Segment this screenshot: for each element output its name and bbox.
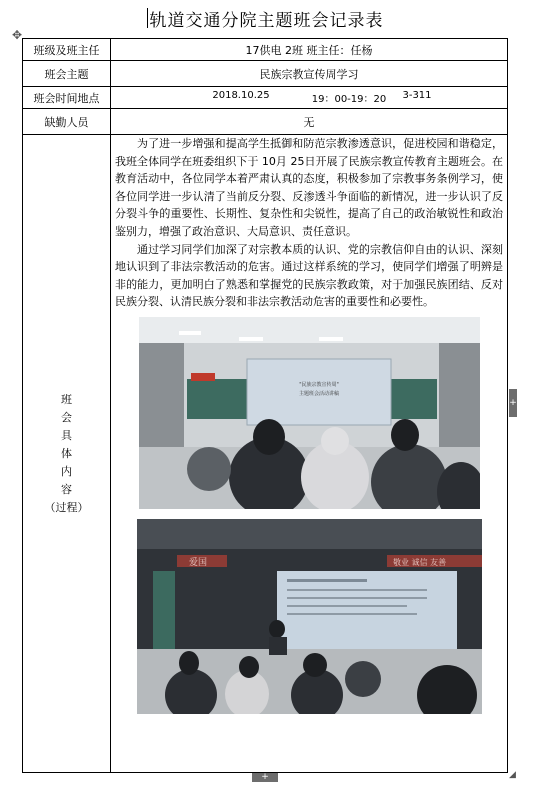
text-cursor xyxy=(147,8,148,28)
row-content xyxy=(23,135,508,773)
class-photo-1[interactable] xyxy=(139,317,480,509)
time-room: 3-311 xyxy=(402,90,432,101)
content-label-char: 内 xyxy=(61,464,72,478)
row-class xyxy=(23,39,508,61)
record-table xyxy=(22,38,508,773)
row-time xyxy=(23,87,508,109)
content-label-char: 会 xyxy=(61,410,72,424)
table-move-icon[interactable]: ✥ xyxy=(11,28,23,42)
topic-label: 班会主题 xyxy=(23,61,111,87)
paragraph-2: 通过学习同学们加深了对宗教本质的认识、党的宗教信仰自由的认识、深刻地认识到了非法宗教活动的危害。通过这样系统的学习，使同学们增强了明辨是非的能力，更加明白了熟悉和掌握党的民族宗教政策，对于加强民族团结、反对民族分裂、认清民族分裂和非法宗教活动危害的重要性和必要性。 xyxy=(115,242,503,309)
paragraph-1: 为了进一步增强和提高学生抵御和防范宗教渗透意识，促进校园和谐稳定，我班全体同学在班委组织下于 10月 25日开展了民族宗教宣传教育主题班会。在教育活动中，各位同学本着严肃认真的态度，积极参加了宗教事务条例学习，使各位同学进一步认清了当前反分裂、反渗透斗争面临的新情况，进一步认识了反分裂斗争的重要性、长期性、复杂性和尖锐性，提高了自己的政治敏锐性和政治鉴别力，增强了政治意识、大局意识、责任意识。 xyxy=(115,137,503,238)
absent-label: 缺勤人员 xyxy=(23,109,111,135)
content-cell[interactable] xyxy=(111,135,508,773)
content-text xyxy=(111,135,507,311)
time-range: 19：00-19：20 xyxy=(311,94,387,105)
content-label-char: 班 xyxy=(61,392,72,406)
row-absent xyxy=(23,109,508,135)
absent-value[interactable]: 无 xyxy=(111,109,508,135)
row-topic xyxy=(23,61,508,87)
wall-text-right: 敬业 诚信 友善 xyxy=(392,557,446,567)
slide-title-2: 主题班会活动讲稿 xyxy=(298,390,339,397)
class-photo-2-image xyxy=(137,519,482,714)
class-label: 班级及班主任 xyxy=(23,39,111,61)
content-label-char: 具 xyxy=(61,428,72,442)
class-value[interactable]: 17供电 2班 班主任：任杨 xyxy=(111,39,508,61)
table-resize-icon[interactable]: ◢ xyxy=(509,770,516,780)
content-label xyxy=(23,135,111,773)
content-label-char: 容 xyxy=(61,482,72,496)
time-value[interactable] xyxy=(111,87,508,109)
wall-text-left: 爱国 xyxy=(188,557,207,568)
time-label: 班会时间地点 xyxy=(23,87,111,109)
slide-title-1: "民族宗教宣传周" xyxy=(298,381,339,388)
class-photo-2[interactable] xyxy=(137,519,482,714)
content-label-char: 体 xyxy=(61,446,72,460)
content-label-suffix: （过程） xyxy=(44,500,89,514)
topic-value[interactable]: 民族宗教宣传周学习 xyxy=(111,61,508,87)
document-title: 轨道交通分院主题班会记录表 xyxy=(149,11,384,31)
add-column-icon[interactable]: + xyxy=(252,773,278,782)
time-date: 2018.10.25 xyxy=(212,90,270,101)
add-row-icon[interactable]: + xyxy=(509,389,517,417)
class-photo-1-image xyxy=(139,317,480,509)
